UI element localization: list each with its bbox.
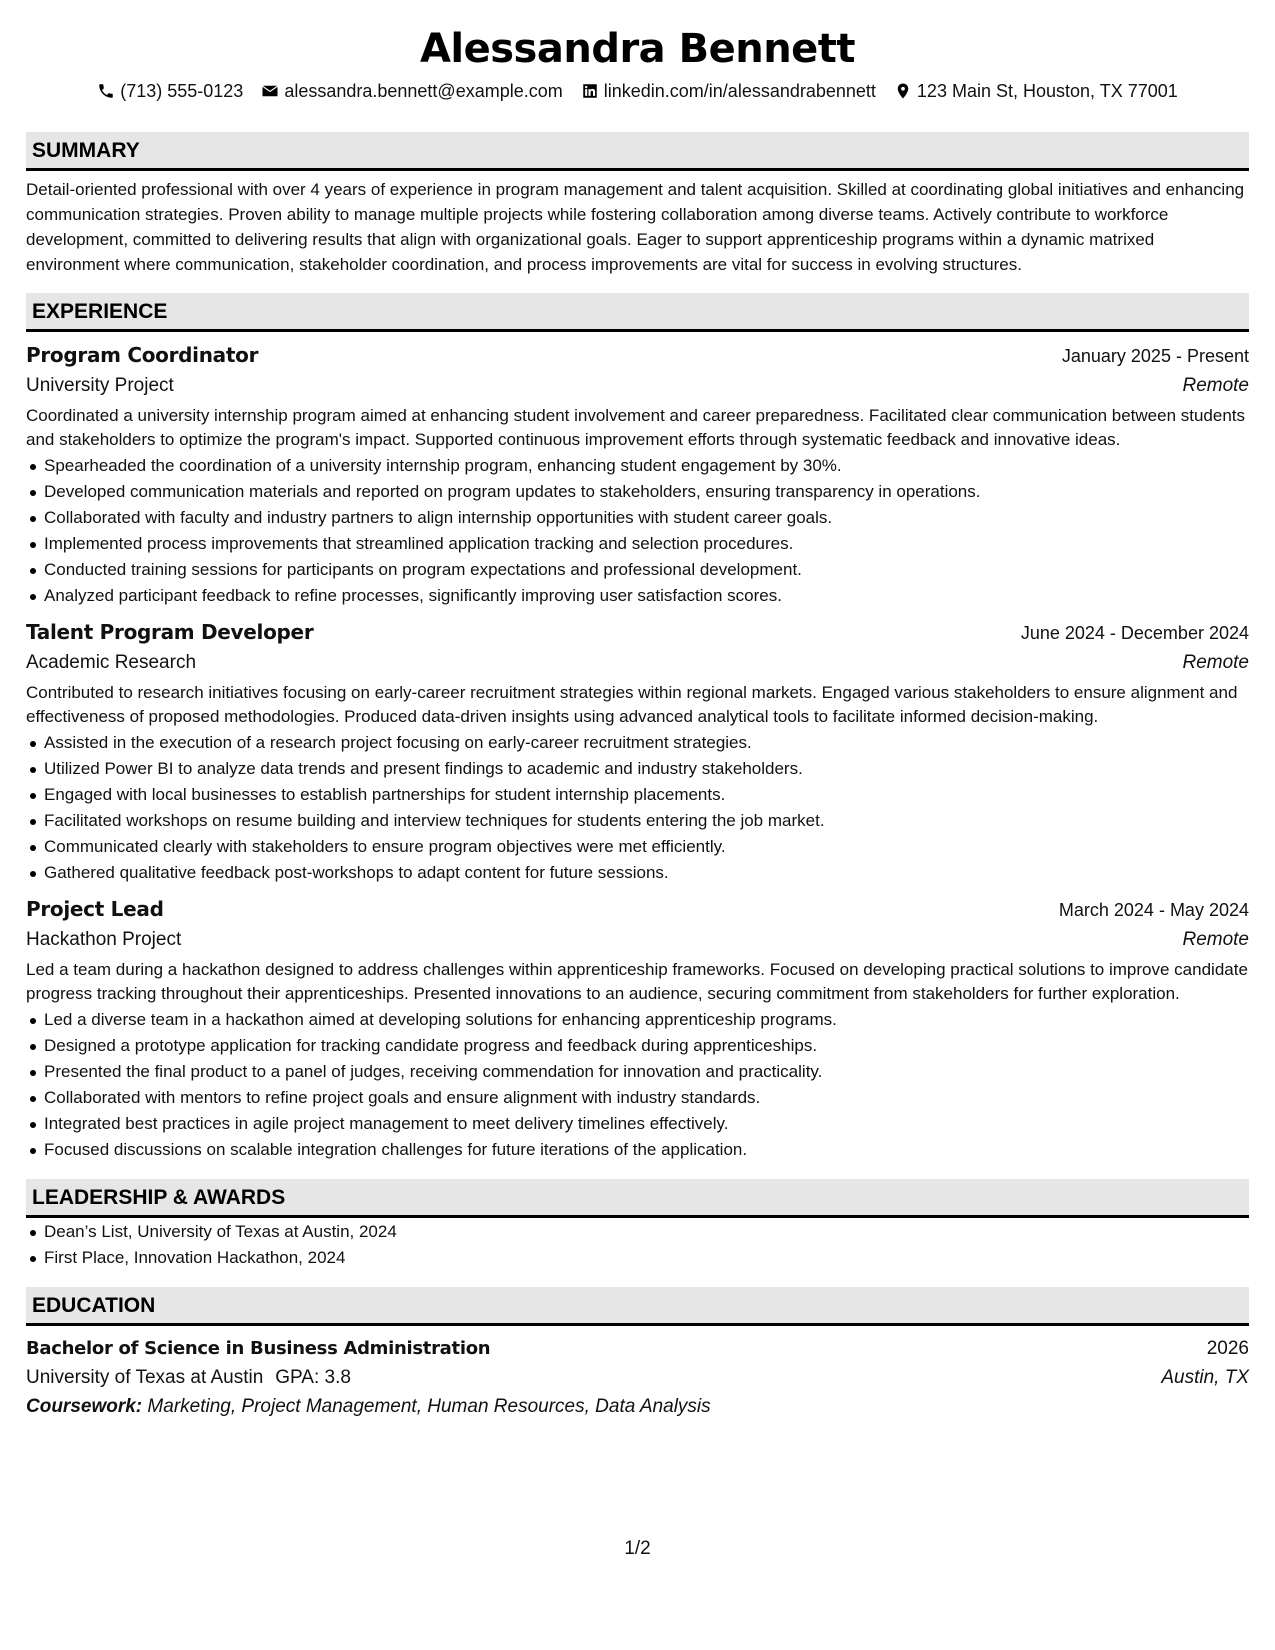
phone-icon xyxy=(97,82,115,100)
contact-bar xyxy=(26,78,1249,104)
list-item: Implemented process improvements that streamlined application tracking and selection procedures. xyxy=(26,531,1249,557)
summary-text: Detail-oriented professional with over 4 years of experience in program management and talent acquisition. Skilled at coordinating global initiatives and enhancing communication strategies. Proven ability to manage multiple projects while fostering collaboration among diverse teams. Actively contribute to workforce development, committed to delivering results that align with organizational goals. Eager to support apprenticeship programs within a dynamic matrixed environment where communication, stakeholder coordination, and process improvements are vital for success in evolving structures. xyxy=(26,180,1245,274)
job-entry xyxy=(26,894,1249,1163)
coursework-label: Coursework: xyxy=(26,1396,143,1417)
education-entry xyxy=(26,1334,1249,1422)
list-item: Utilized Power BI to analyze data trends and present findings to academic and industry stakeholders. xyxy=(26,756,1249,782)
job-bullets xyxy=(26,730,1249,886)
contact-address xyxy=(894,78,1178,104)
job-description: Led a team during a hackathon designed to address challenges within apprenticeship frameworks. Focused on developing practical solutions to improve candidate progress tracking throughout their apprenticeships. Presented innovations to an audience, securing commitment from stakeholders for further exploration. xyxy=(26,960,1248,1003)
job-title: Program Coordinator xyxy=(26,343,259,367)
list-item: Integrated best practices in agile project management to meet delivery timelines effectively. xyxy=(26,1111,1249,1137)
job-description: Coordinated a university internship program aimed at enhancing student involvement and career preparedness. Facilitated clear communication between students and stakeholders to optimize the program's impact. Supported continuous improvement efforts through systematic feedback and innovative ideas. xyxy=(26,406,1246,449)
list-item: First Place, Innovation Hackathon, 2024 xyxy=(26,1245,1249,1271)
list-item: Collaborated with faculty and industry partners to align internship opportunities with student career goals. xyxy=(26,505,1249,531)
job-entry xyxy=(26,340,1249,609)
list-item: Engaged with local businesses to establish partnerships for student internship placements. xyxy=(26,782,1249,808)
contact-phone-text: (713) 555-0123 xyxy=(120,81,244,101)
job-dates: March 2024 - May 2024 xyxy=(1058,900,1249,920)
contact-linkedin-text[interactable]: linkedin.com/in/alessandrabennett xyxy=(603,81,876,101)
summary-heading: SUMMARY xyxy=(26,132,1249,171)
list-item: Assisted in the execution of a research project focusing on early-career recruitment strategies. xyxy=(26,730,1249,756)
job-bullets xyxy=(26,453,1249,609)
linkedin-icon xyxy=(581,82,599,100)
list-item: Conducted training sessions for participants on program expectations and professional development. xyxy=(26,557,1249,583)
experience-heading: EXPERIENCE xyxy=(26,293,1249,332)
job-organization: Academic Research xyxy=(26,652,197,673)
list-item: Dean’s List, University of Texas at Austin, 2024 xyxy=(26,1219,1249,1245)
list-item: Gathered qualitative feedback post-workshops to adapt content for future sessions. xyxy=(26,860,1249,886)
list-item: Spearheaded the coordination of a university internship program, enhancing student engagement by 30%. xyxy=(26,453,1249,479)
list-item: Developed communication materials and reported on program updates to stakeholders, ensuring transparency in operations. xyxy=(26,479,1249,505)
job-description: Contributed to research initiatives focusing on early-career recruitment strategies within regional markets. Engaged various stakeholders to ensure alignment and effectiveness of proposed methodologies. Produced data-driven insights using advanced analytical tools to facilitate informed decision-making. xyxy=(26,683,1238,726)
job-location: Remote xyxy=(1182,929,1249,950)
contact-phone xyxy=(97,78,243,104)
job-bullets xyxy=(26,1007,1249,1163)
contact-email[interactable] xyxy=(261,78,562,104)
list-item: Focused discussions on scalable integration challenges for future iterations of the application. xyxy=(26,1137,1249,1163)
awards-list xyxy=(26,1219,1249,1271)
job-title: Talent Program Developer xyxy=(26,620,314,644)
job-location: Remote xyxy=(1182,652,1249,673)
list-item: Led a diverse team in a hackathon aimed at developing solutions for enhancing apprenticeship programs. xyxy=(26,1007,1249,1033)
list-item: Collaborated with mentors to refine project goals and ensure alignment with industry standards. xyxy=(26,1085,1249,1111)
coursework xyxy=(26,1392,1249,1422)
coursework-list: Marketing, Project Management, Human Resources, Data Analysis xyxy=(147,1396,711,1417)
map-pin-icon xyxy=(894,82,912,100)
job-title: Project Lead xyxy=(26,897,164,921)
job-organization: Hackathon Project xyxy=(26,929,182,950)
degree-title: Bachelor of Science in Business Administration xyxy=(26,1338,491,1359)
awards-heading: LEADERSHIP & AWARDS xyxy=(26,1179,1249,1218)
school-name: University of Texas at Austin xyxy=(26,1367,264,1388)
envelope-icon xyxy=(261,82,279,100)
page-number: 1/2 xyxy=(624,1538,651,1559)
list-item: Analyzed participant feedback to refine processes, significantly improving user satisfaction scores. xyxy=(26,583,1249,609)
contact-address-text: 123 Main St, Houston, TX 77001 xyxy=(916,81,1178,101)
job-dates: January 2025 - Present xyxy=(1061,346,1249,366)
education-heading: EDUCATION xyxy=(26,1287,1249,1326)
job-organization: University Project xyxy=(26,375,174,396)
job-entry xyxy=(26,617,1249,886)
school-location: Austin, TX xyxy=(1161,1367,1249,1388)
job-location: Remote xyxy=(1182,375,1249,396)
gpa: GPA: 3.8 xyxy=(275,1367,351,1388)
graduation-year: 2026 xyxy=(1206,1338,1249,1359)
contact-linkedin[interactable] xyxy=(581,78,876,104)
list-item: Designed a prototype application for tracking candidate progress and feedback during apprenticeships. xyxy=(26,1033,1249,1059)
contact-email-text[interactable]: alessandra.bennett@example.com xyxy=(284,81,563,101)
candidate-name: Alessandra Bennett xyxy=(419,26,856,72)
list-item: Communicated clearly with stakeholders to ensure program objectives were met efficiently. xyxy=(26,834,1249,860)
list-item: Facilitated workshops on resume building and interview techniques for students entering the job market. xyxy=(26,808,1249,834)
list-item: Presented the final product to a panel of judges, receiving commendation for innovation and practicality. xyxy=(26,1059,1249,1085)
job-dates: June 2024 - December 2024 xyxy=(1020,623,1249,643)
